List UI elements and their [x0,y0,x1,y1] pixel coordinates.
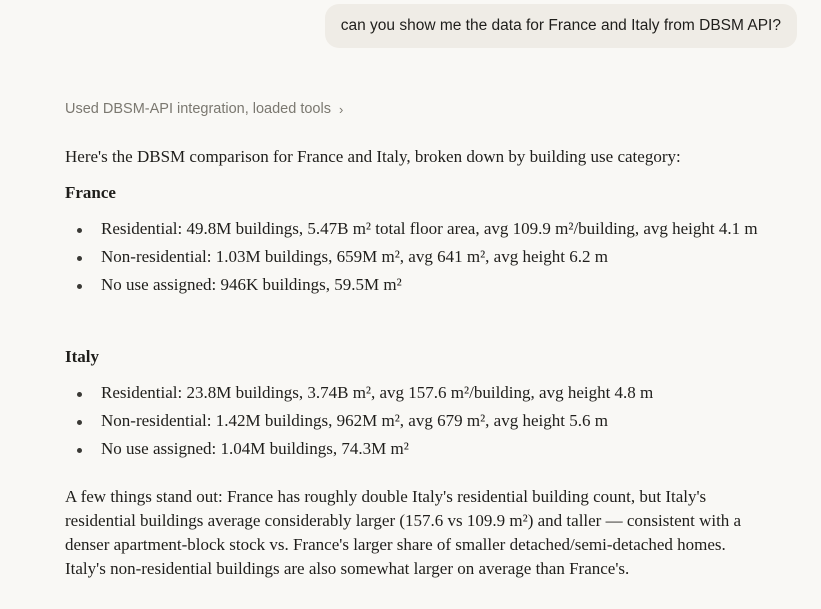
user-message-bubble: can you show me the data for France and Italy from DBSM API? [325,4,797,48]
list-item: Residential: 49.8M buildings, 5.47B m² total floor area, avg 109.9 m²/building, avg height 4.1 m [65,217,765,241]
list-item: Non-residential: 1.42M buildings, 962M m², avg 679 m², avg height 5.6 m [65,409,765,433]
user-message-row [325,4,797,48]
list-item: No use assigned: 1.04M buildings, 74.3M m² [65,437,765,461]
response-intro: Here's the DBSM comparison for France and Italy, broken down by building use category: [65,147,681,166]
tool-usage-label: Used DBSM-API integration, loaded tools [65,101,331,117]
italy-heading: Italy [65,347,99,366]
response-summary: A few things stand out: France has roughly double Italy's residential building count, but Italy's residential buildings average considerably larger (157.6 vs 109.9 m²) and taller — consistent with a denser apartment-block stock vs. France's larger share of smaller detached/semi-detached homes. Italy's non-residential buildings are also somewhat larger on average than France's. [65,487,742,578]
italy-list [65,381,765,465]
france-heading: France [65,183,116,202]
tool-usage-summary[interactable] [65,101,343,117]
list-item: Non-residential: 1.03M buildings, 659M m², avg 641 m², avg height 6.2 m [65,245,765,269]
france-list [65,217,765,297]
list-item: No use assigned: 946K buildings, 59.5M m² [65,273,765,297]
list-item: Residential: 23.8M buildings, 3.74B m², avg 157.6 m²/building, avg height 4.8 m [65,381,765,405]
chevron-right-icon: › [338,101,344,117]
assistant-response [65,145,765,578]
